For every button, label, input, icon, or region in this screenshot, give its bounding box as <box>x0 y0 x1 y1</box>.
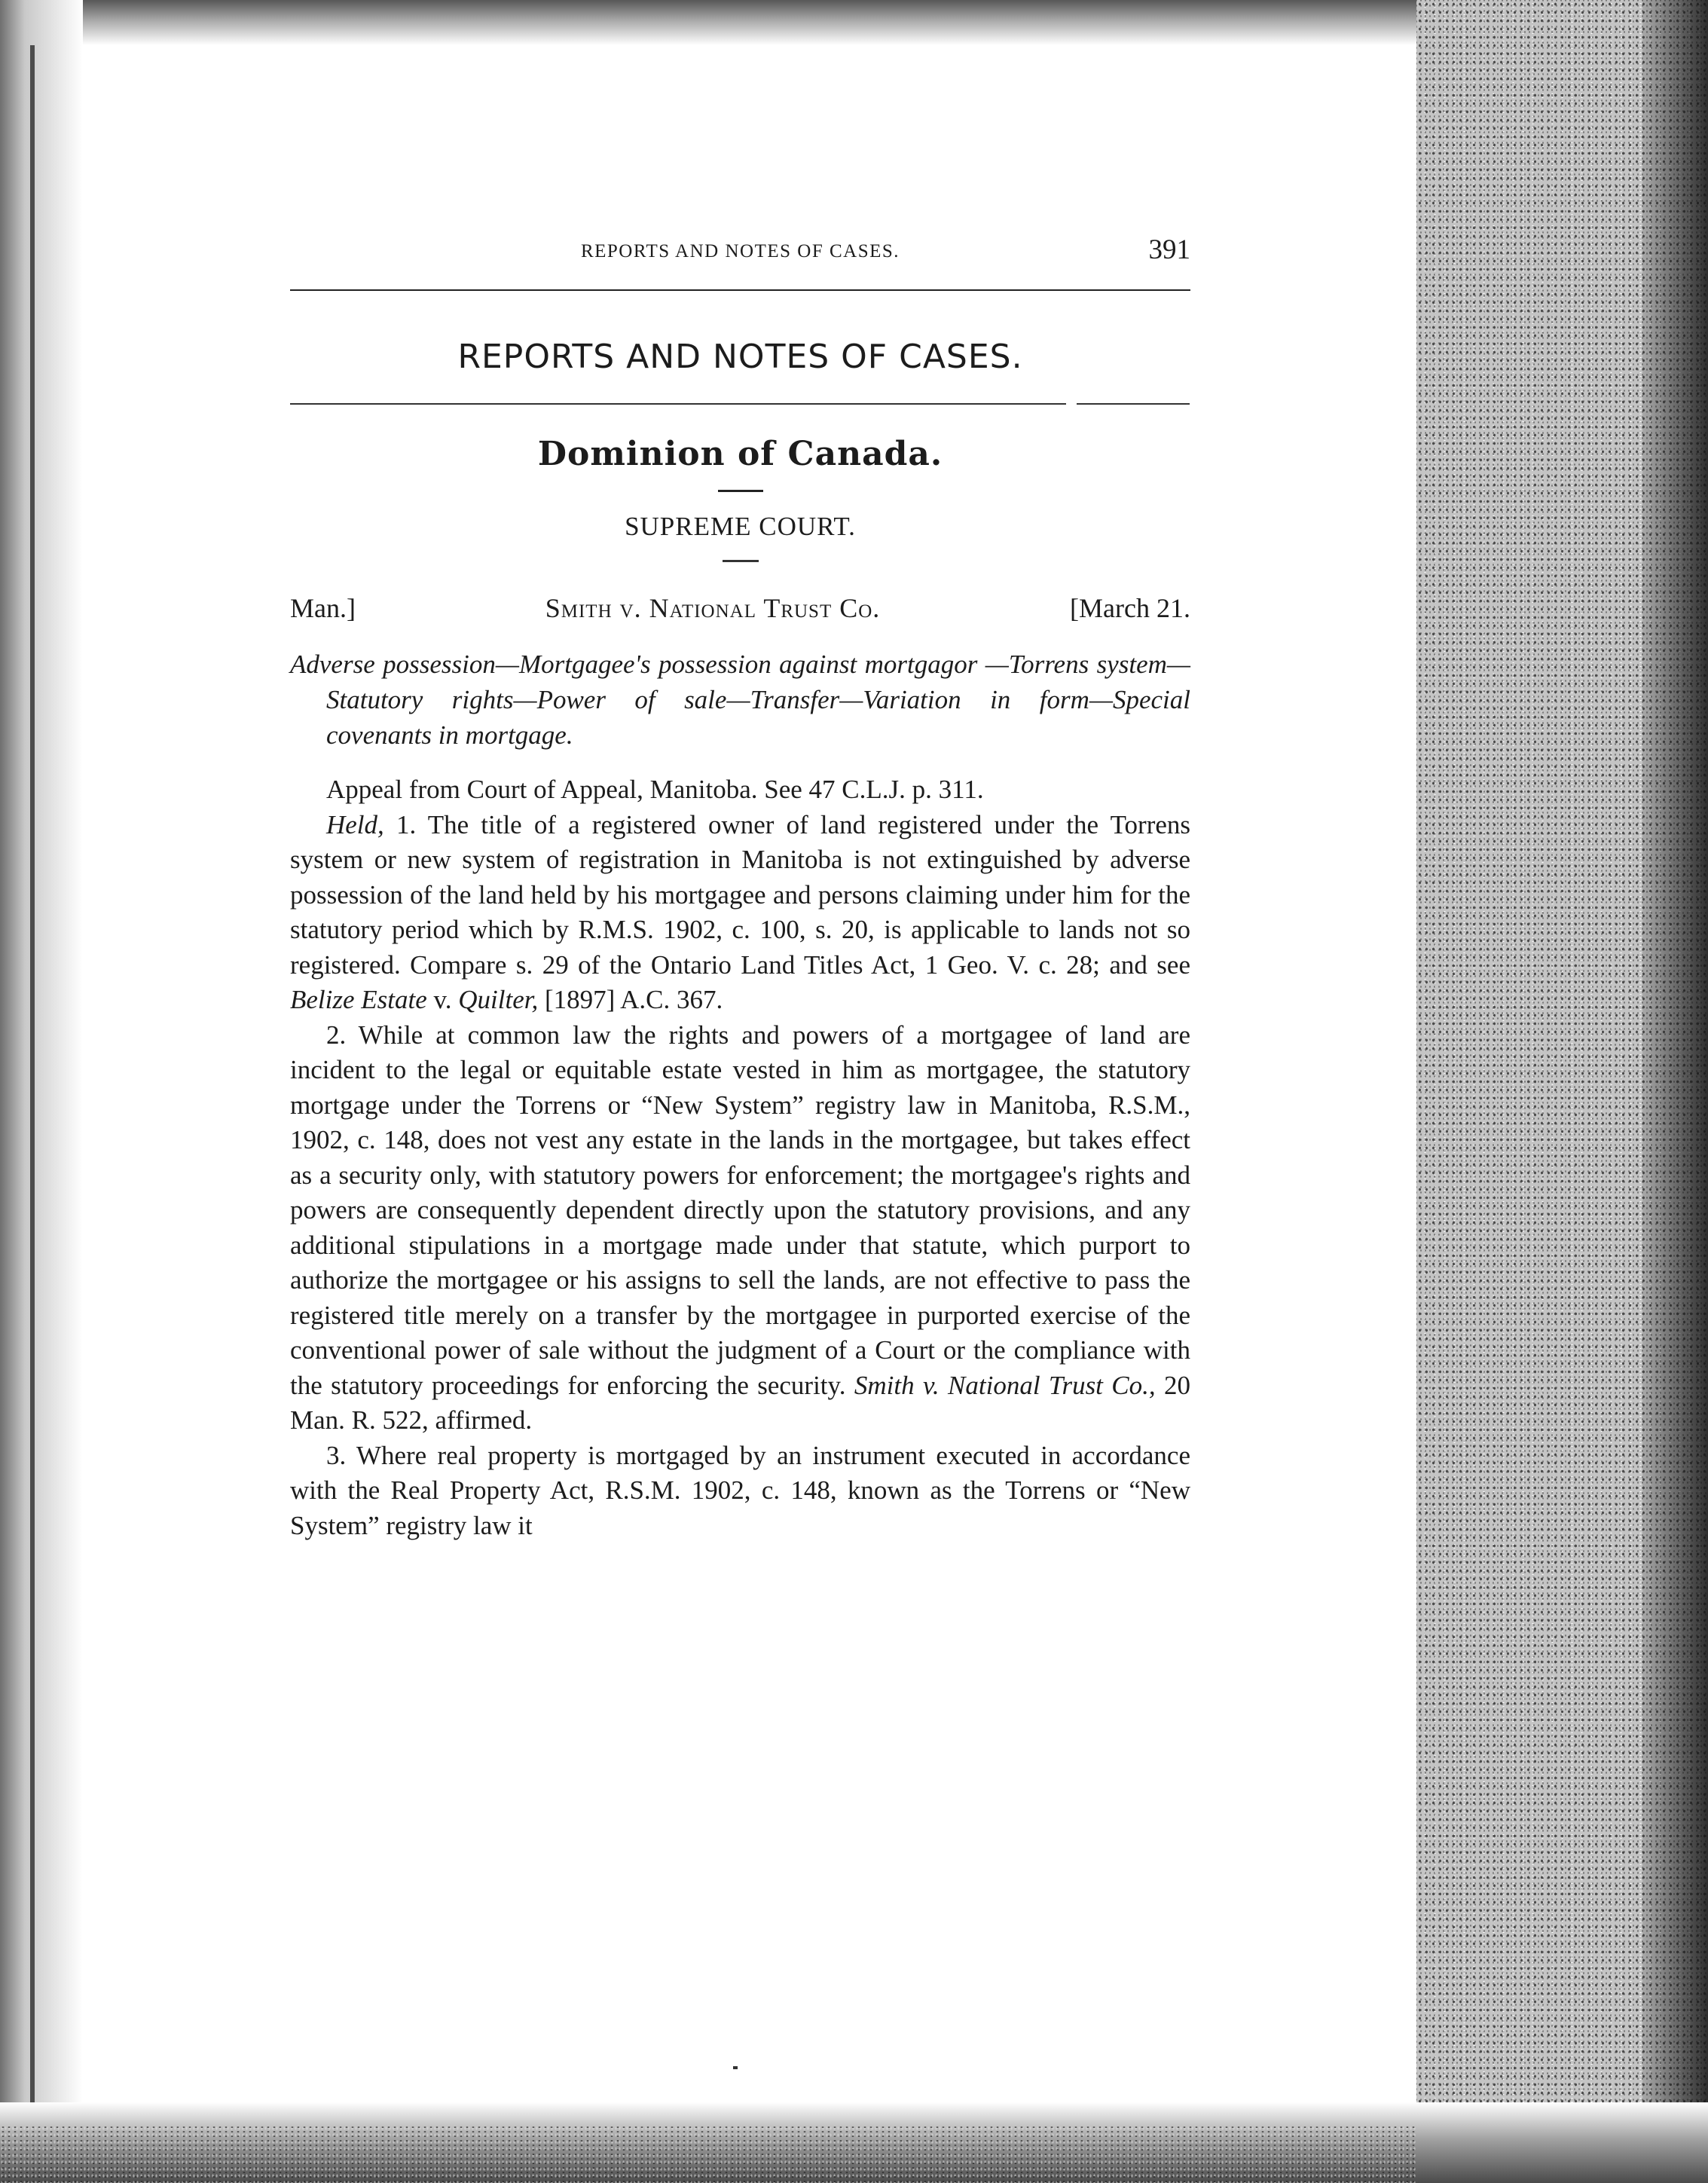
paragraph-2-tail: 20 Man. R. 522, affirmed. <box>290 1370 1190 1435</box>
section-title: REPORTS AND NOTES OF CASES. <box>457 338 1023 376</box>
court-rule <box>723 560 759 562</box>
scan-bottom-noise <box>0 2125 1416 2183</box>
case-line <box>290 592 1190 624</box>
paragraph-2 <box>290 1018 1190 1439</box>
case-name: Smith v. National Trust Co. <box>545 593 881 623</box>
scan-right-edge <box>1642 0 1708 2183</box>
section-rule <box>290 403 1190 405</box>
held-text-3: [1897] A.C. 367. <box>538 985 723 1014</box>
header-rule <box>290 289 1190 291</box>
page-content <box>290 226 1190 1543</box>
scan-left-shadow <box>0 0 83 2183</box>
appeal-paragraph: Appeal from Court of Appeal, Manitoba. See 47 C.L.J. p. 311. <box>326 775 984 804</box>
held-text-2: v. <box>426 985 459 1014</box>
paragraph-2-citation: Smith v. National Trust Co., <box>854 1370 1156 1400</box>
case-date: [March 21. <box>1070 593 1190 623</box>
held-citation-2: Quilter, <box>458 985 539 1014</box>
dominion-rule <box>718 490 763 492</box>
running-title: REPORTS AND NOTES OF CASES. <box>580 241 900 261</box>
headnote: Adverse possession—Mortgagee's possession against mortgagor —Torrens system—Statutory rights—Power of sale—Transfer—Variation in form—Special covenants in mortgage. <box>290 650 1190 750</box>
court-title: SUPREME COURT. <box>625 512 856 541</box>
held-text-1: 1. The title of a registered owner of land registered under the Torrens system or new system of registration in Manitoba is not extinguished by adverse possession of the land held by his mortgagee and persons claiming under him for the statutory period which by R.M.S. 1902, c. 100, s. 20, is applicable to lands not so registered. Compare s. 29 of the Ontario Land Titles Act, 1 Geo. V. c. 28; and see <box>290 809 1190 980</box>
running-head <box>290 226 1190 271</box>
paragraph-2-text: 2. While at common law the rights and powers of a mortgagee of land are incident to the legal or equitable estate vested in him as mortgagee, the statutory mortgage under the Torrens or “New System” registry law in Manitoba, R.S.M., 1902, c. 148, does not vest any estate in the lands in the mortgagee, but takes effect as a security only, with statutory powers for enforcement; the mortgagee's rights and powers are consequently dependent directly upon the statutory provisions, and any additional stipulations in a mortgage made under that statute, which purport to authorize the mortgagee or his assigns to sell the lands, are not effective to pass the registered title merely on a transfer by the mortgagee in purported exercise of the conventional power of sale without the judgment of a Court or the compliance with the statutory proceedings for enforcing the security. <box>290 1020 1190 1400</box>
case-province: Man.] <box>290 593 356 623</box>
page-number: 391 <box>1148 234 1190 265</box>
scan-binding-edge <box>30 45 35 2140</box>
paragraph-3: 3. Where real property is mortgaged by an instrument executed in accordance with the Real Property Act, R.S.M. 1902, c. 148, known as the Torrens or “New System” registry law it <box>290 1440 1190 1540</box>
held-citation-1: Belize Estate <box>290 985 427 1014</box>
bottom-mark <box>733 2066 738 2069</box>
dominion-title: Dominion of Canada. <box>537 435 943 473</box>
held-paragraph <box>290 808 1190 1018</box>
held-label: Held, <box>326 809 384 839</box>
